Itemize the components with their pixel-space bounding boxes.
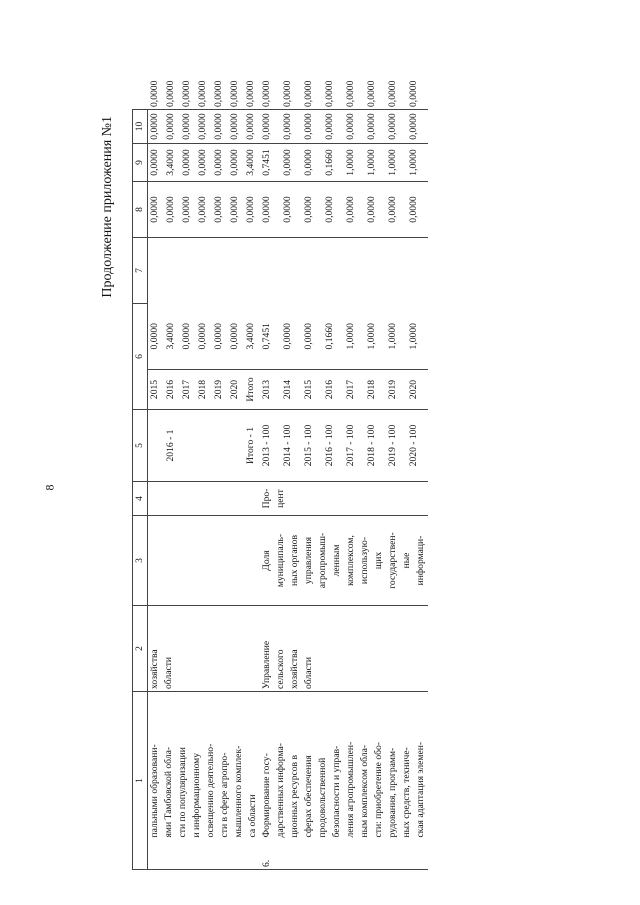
table-cell: 0,0000 [282, 323, 293, 350]
table-cell: 0,0000 [228, 323, 240, 350]
table-body [148, 80, 429, 870]
table-cell: 2013 - 100 [260, 410, 281, 482]
rotated-table-page [100, 80, 640, 870]
table-cell: 2019 - 100 [386, 410, 407, 482]
table-cell: 1,0000 [386, 144, 407, 182]
table-row: 2020 0,0000 0,0000 0,0000 0,0000 0,0000 [228, 110, 244, 870]
table-cell: 0,0000 [302, 110, 323, 144]
table-cell: 2014 [281, 370, 302, 410]
header-cell: 8 [133, 182, 148, 238]
header-cell: 10 [133, 110, 148, 144]
table-cell: 0,0000 [407, 110, 428, 144]
table-cell: 2016 - 100 [323, 410, 344, 482]
table-cell [196, 238, 212, 304]
table-cell: 0,0000 [180, 182, 196, 238]
table-cell: 0,0000 [164, 182, 180, 238]
table-cell: 2013 [260, 370, 281, 410]
table-cell [148, 410, 165, 482]
table-cell: 0,0000 [148, 144, 165, 182]
table-cell [323, 238, 344, 304]
table-row: 2019 - 100 2019 1,0000 0,0000 1,0000 0,0000 0,0000 [386, 110, 407, 870]
table-cell: 0,0000 [148, 110, 165, 144]
table-cell [228, 238, 244, 304]
table-cell: 3,4000 [244, 144, 260, 182]
table-cell [148, 516, 261, 606]
table-cell [407, 238, 428, 304]
table-cell [212, 410, 228, 482]
table-cell: пальными образовани- ями Тамбовской обла- сти по популяризации и информационному освещению деятельно- сти в сфере агропро- мышленного комплек- са области [148, 692, 261, 840]
header-cell: 7 [133, 238, 148, 304]
table-cell: Итого [244, 370, 260, 410]
table-cell [148, 482, 261, 516]
table-cell: 2016 [164, 370, 180, 410]
table-cell: 0,0000 [244, 110, 260, 144]
table-cell: 2020 - 100 [407, 410, 428, 482]
table-cell: 1,0000 [345, 323, 356, 350]
table-cell [344, 238, 365, 304]
table-cell [244, 238, 260, 304]
table-cell: 1,0000 [408, 323, 419, 350]
table-cell: 2016 [323, 370, 344, 410]
table-cell: 2014 - 100 [281, 410, 302, 482]
program-table [132, 80, 428, 870]
table-cell: хозяйства области [148, 606, 261, 692]
table-cell: 0,0000 [212, 182, 228, 238]
table-row: 2017 - 100 2017 1,0000 0,0000 1,0000 0,0000 0,0000 [344, 110, 365, 870]
table-cell: 2018 - 100 [365, 410, 386, 482]
table-cell: 2019 [212, 370, 228, 410]
table-cell: 3,4000 [244, 323, 256, 350]
header-cell: 4 [133, 482, 148, 516]
table-cell: 0,0000 [196, 144, 212, 182]
table-cell: 2015 - 100 [302, 410, 323, 482]
header-cell: 6 [133, 304, 148, 410]
table-cell: Итого - 1 [244, 410, 260, 482]
table-cell: 1,0000 [344, 144, 365, 182]
table-row: 2014 - 100 2014 0,0000 0,0000 0,0000 0,0000 0,0000 [281, 110, 302, 870]
table-row: 2020 - 100 2020 1,0000 0,0000 1,0000 0,0000 0,0000 [407, 110, 428, 870]
table-row: 2016 - 100 2016 0,1660 0,0000 0,1660 0,0000 0,0000 [323, 110, 344, 870]
table-cell: Доля муниципаль- ных органов управления агропромыш- ленным комплексом, использую- щих государствен- ные информаци- [260, 516, 428, 606]
table-cell: 0,0000 [212, 144, 228, 182]
table-cell: 0,0000 [323, 182, 344, 238]
table-cell: 2019 [386, 370, 407, 410]
table-cell [302, 238, 323, 304]
table-cell: 0,0000 [365, 110, 386, 144]
table-cell: 0,0000 [302, 182, 323, 238]
table-cell: 0,0000 [386, 182, 407, 238]
table-cell: 0,0000 [212, 110, 228, 144]
table-cell [180, 410, 196, 482]
table-cell: 0,0000 [228, 182, 244, 238]
table-cell: Формирование госу- дарственных информа- ционных ресурсов в сферах обеспечения продовольственной безопасности и управ- ления агропромышлен- ным комплексом обла- сти: приобретение обо- рудования, программ- ных средств, техниче- ская адаптация элемен- [260, 692, 428, 840]
table-cell: 0,0000 [196, 182, 212, 238]
table-cell: 0,0000 [281, 182, 302, 238]
table-cell: 0,0000 [196, 110, 212, 144]
table-cell: 2015 [148, 370, 165, 410]
table-cell: 0,0000 [386, 110, 407, 144]
table-row: 2016 - 1 2016 3,4000 0,0000 3,4000 0,0000 0,0000 [164, 110, 180, 870]
table-cell: 0,0000 [244, 182, 260, 238]
table-cell: 2017 - 100 [344, 410, 365, 482]
table-row: 2018 - 100 2018 1,0000 0,0000 1,0000 0,0000 0,0000 [365, 110, 386, 870]
table-cell: 0,0000 [213, 323, 224, 350]
table-cell: 0,0000 [181, 323, 193, 350]
table-cell [196, 410, 212, 482]
table-cell: 0,0000 [164, 110, 180, 144]
header-row [133, 110, 148, 870]
table-cell: 0,0000 [323, 110, 344, 144]
table-cell: 3,4000 [164, 144, 180, 182]
header-cell: 9 [133, 144, 148, 182]
table-cell: 0,0000 [260, 110, 281, 144]
table-row: 2015 - 100 2015 0,0000 0,0000 0,0000 0,0000 0,0000 [302, 110, 323, 870]
table-cell: 0,0000 [149, 323, 160, 350]
table-row: 2018 0,0000 0,0000 0,0000 0,0000 0,0000 [196, 110, 212, 870]
table-cell [180, 238, 196, 304]
table-cell: 1,0000 [366, 323, 377, 350]
table-row: 2017 0,0000 0,0000 0,0000 0,0000 0,0000 [180, 110, 196, 870]
table-cell: 0,0000 [228, 144, 244, 182]
table-cell: 3,4000 [165, 323, 177, 350]
table-cell: 0,7451 [260, 144, 281, 182]
table-cell: 2016 - 1 [164, 410, 180, 482]
table-cell: 1,0000 [387, 323, 398, 350]
appendix-caption: Продолжение приложения №1 [100, 116, 115, 298]
table-cell: 0,0000 [302, 144, 323, 182]
table-cell: Управление сельского хозяйства области [260, 606, 428, 692]
table-cell: 2015 [302, 370, 323, 410]
table-cell: 2020 [228, 370, 244, 410]
table-cell: 1,0000 [365, 144, 386, 182]
table-cell: 0,1660 [323, 144, 344, 182]
table-cell: 0,0000 [303, 323, 314, 350]
table-cell [365, 238, 386, 304]
table-row: 2019 0,0000 0,0000 0,0000 0,0000 0,0000 [212, 110, 228, 870]
table-cell: 0,7451 [261, 323, 272, 350]
table-cell: 0,0000 [197, 323, 209, 350]
table-cell: 2018 [196, 370, 212, 410]
table-cell: 0,0000 [344, 182, 365, 238]
table-cell: 0,0000 [180, 110, 196, 144]
table-cell [386, 238, 407, 304]
table-cell: 0,0000 [228, 110, 244, 144]
table-cell: 2017 [180, 370, 196, 410]
table-cell: 2020 [407, 370, 428, 410]
table-cell [228, 410, 244, 482]
table-cell [281, 238, 302, 304]
table-cell [212, 238, 228, 304]
table-cell: 6. [260, 840, 428, 870]
header-cell: 5 [133, 410, 148, 482]
table-cell: 0,0000 [260, 182, 281, 238]
header-cell: 1 [133, 692, 148, 870]
page-number: 8 [42, 484, 57, 491]
table-cell: 0,0000 [281, 110, 302, 144]
table-cell: Про- цент [260, 482, 428, 516]
table-row: пальными образовани- ями Тамбовской обла- сти по популяризации и информационному освещению деятельно- сти в сфере агропро- мышленного комплек- са области хозяйства области 2015 0,0000 0,0000 0,0000 0,0000 0,0000 [148, 110, 165, 870]
table-cell [148, 840, 261, 870]
table-row: 6. Формирование госу- дарственных информа- ционных ресурсов в сферах обеспечения продовольственной безопасности и управ- ления агропромышлен- ным комплексом обла- сти: приобретение обо- рудования, программ- ных средств, техниче- ская адаптация элемен- Управление сельского хозяйства области Доля муниципаль- ных органов управления агропромыш- ленным комплексом, использую- щих государствен- ные информаци- Про- цент 2013 - 100 2013 0,7451 0,0000 0,7451 0,0000 0,0000 [260, 110, 281, 870]
table-cell: 0,0000 [344, 110, 365, 144]
table-cell: 0,0000 [180, 144, 196, 182]
table-row: Итого - 1 Итого 3,4000 0,0000 3,4000 0,0000 0,0000 [244, 110, 260, 870]
table-cell [164, 238, 180, 304]
table-cell: 0,1660 [324, 323, 335, 350]
table-cell: 0,0000 [148, 182, 165, 238]
table-cell: 0,0000 [407, 182, 428, 238]
table-cell [148, 238, 165, 304]
header-cell: 2 [133, 606, 148, 692]
table-cell: 0,0000 [365, 182, 386, 238]
table-cell: 2018 [365, 370, 386, 410]
table-cell [260, 238, 281, 304]
table-cell: 2017 [344, 370, 365, 410]
table-cell: 0,0000 [281, 144, 302, 182]
table-cell: 1,0000 [407, 144, 428, 182]
header-cell: 3 [133, 516, 148, 606]
